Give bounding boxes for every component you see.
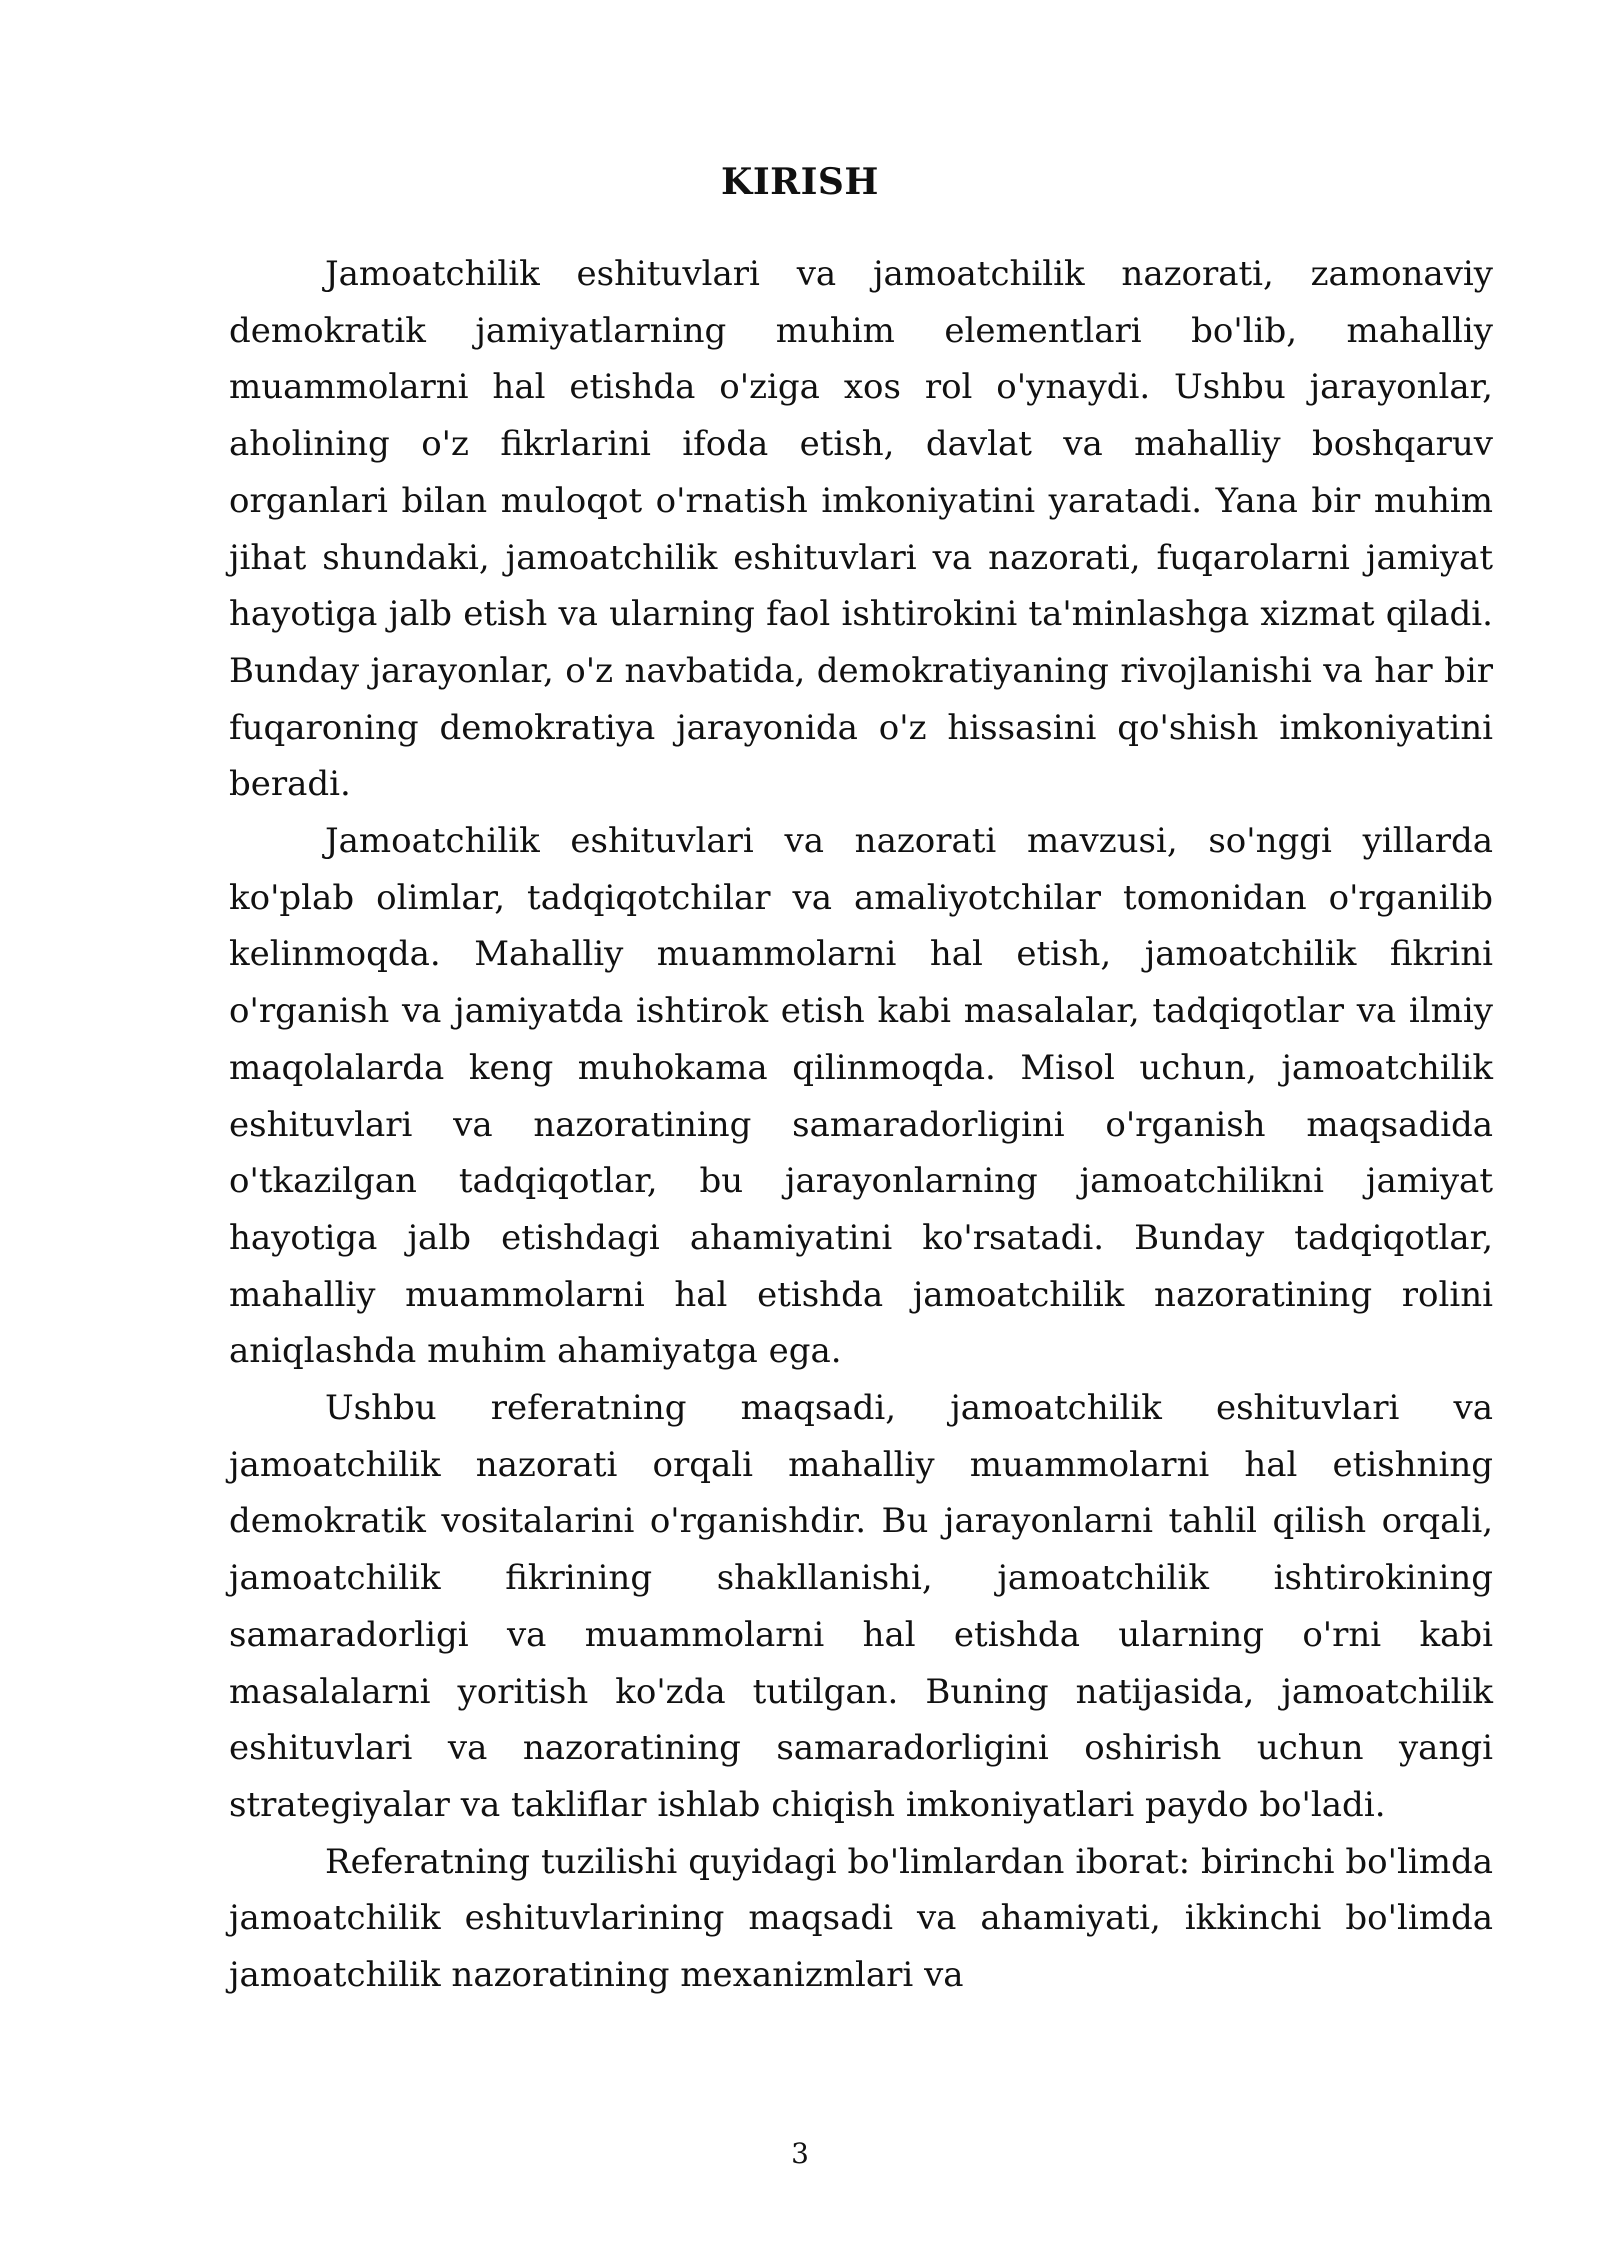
paragraph-3: Ushbu referatning maqsadi, jamoatchilik eshituvlari va jamoatchilik nazorati orqali mahalliy muammolarni hal etishning demokratik vositalarini o'rganishdir. Bu jarayonlarni tahlil qilish orqali, jamoatchilik fikrining shakllanishi, jamoatchilik ishtirokining samaradorligi va muammolarni hal etishda ularning o'rni kabi masalalarni yoritish ko'zda tutilgan. Buning natijasida, jamoatchilik eshituvlari va nazoratining samaradorligini oshirish uchun yangi strategiyalar va takliflar ishlab chiqish imkoniyatlari paydo bo'ladi. [229,1388,1493,1825]
paragraph-1: Jamoatchilik eshituvlari va jamoatchilik nazorati, zamonaviy demokratik jamiyatlarning muhim elementlari bo'lib, mahalliy muammolarni hal etishda o'ziga xos rol o'ynaydi. Ushbu jarayonlar, aholining o'z fikrlarini ifoda etish, davlat va mahalliy boshqaruv organlari bilan muloqot o'rnatish imkoniyatini yaratadi. Yana bir muhim jihat shundaki, jamoatchilik eshituvlari va nazorati, fuqarolarni jamiyat hayotiga jalb etish va ularning faol ishtirokini ta'minlashga xizmat qiladi. Bunday jarayonlar, o'z navbatida, demokratiyaning rivojlanishi va har bir fuqaroning demokratiya jarayonida o'z hissasini qo'shish imkoniyatini beradi. [229,254,1493,805]
paragraph-2: Jamoatchilik eshituvlari va nazorati mavzusi, so'nggi yillarda ko'plab olimlar, tadqiqotchilar va amaliyotchilar tomonidan o'rganilib kelinmoqda. Mahalliy muammolarni hal etish, jamoatchilik fikrini o'rganish va jamiyatda ishtirok etish kabi masalalar, tadqiqotlar va ilmiy maqolalarda keng muhokama qilinmoqda. Misol uchun, jamoatchilik eshituvlari va nazoratining samaradorligini o'rganish maqsadida o'tkazilgan tadqiqotlar, bu jarayonlarning jamoatchilikni jamiyat hayotiga jalb etishdagi ahamiyatini ko'rsatadi. Bunday tadqiqotlar, mahalliy muammolarni hal etishda jamoatchilik nazoratining rolini aniqlashda muhim ahamiyatga ega. [229,821,1493,1372]
paragraph-4: Referatning tuzilishi quyidagi bo'limlardan iborat: birinchi bo'limda jamoatchilik eshituvlarining maqsadi va ahamiyati, ikkinchi bo'limda jamoatchilik nazoratining mexanizmlari va [229,1841,1493,1996]
body-text [229,246,1493,2004]
page-title: KIRISH [721,161,879,203]
page-number: 3 [791,2137,809,2170]
